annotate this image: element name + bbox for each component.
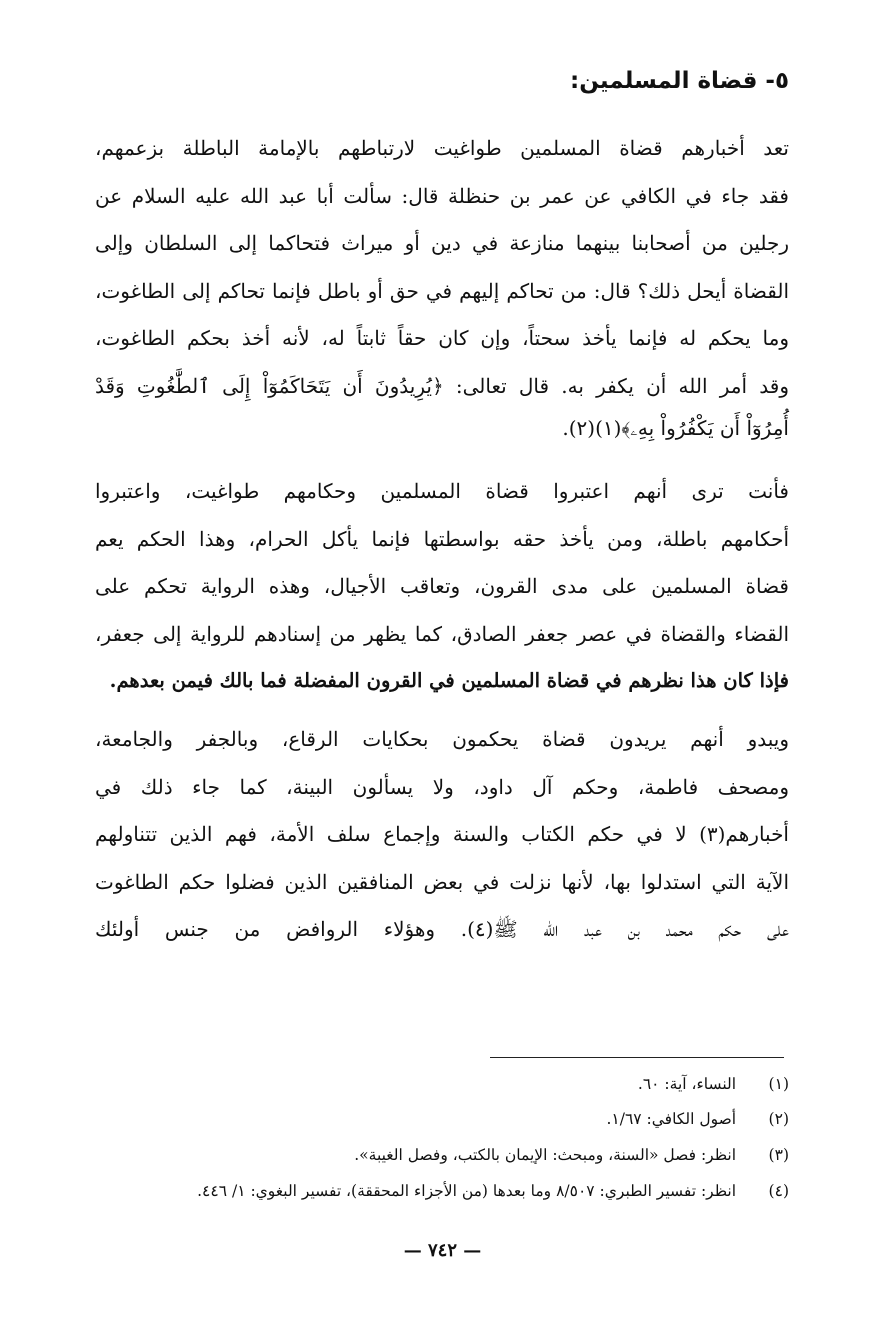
footnote-text: انظر: تفسير الطبري: ٨/٥٠٧ وما بعدها (من الأجزاء المحققة)، تفسير البغوي: ١/ ٤٤٦. xyxy=(197,1182,737,1200)
section-heading: ٥- قضاة المسلمين: xyxy=(570,68,789,94)
body-line: وقد أمر الله أن يكفر به. قال تعالى: ﴿يُرِيدُونَ أَن يَتَحَاكَمُوٓاْ إِلَى ٱلطَّٰغُوتِ وَقَدْ xyxy=(95,374,789,398)
body-line: ومصحف فاطمة، وحكم آل داود، ولا يسألون البينة، كما جاء ذلك في xyxy=(95,775,789,799)
body-line: أُمِرُوٓاْ أَن يَكْفُرُواْ بِهِۦ﴾(١)(٢). xyxy=(562,416,789,440)
footnote-number: (٣) xyxy=(768,1146,789,1164)
body-line: تعد أخبارهم قضاة المسلمين طواغيت لارتباطهم بالإمامة الباطلة بزعمهم، xyxy=(95,136,789,160)
body-line: أخبارهم(٣) لا في حكم الكتاب والسنة وإجماع سلف الأمة، فهم الذين تتناولهم xyxy=(95,822,789,846)
body-line: ويبدو أنهم يريدون قضاة يحكمون بحكايات الرقاع، وبالجفر والجامعة، xyxy=(95,727,789,751)
body-line: فقد جاء في الكافي عن عمر بن حنظلة قال: سألت أبا عبد الله عليه السلام عن xyxy=(95,184,789,208)
body-line: القضاة أيحل ذلك؟ قال: من تحاكم إليهم في حق أو باطل فإنما تحاكم إلى الطاغوت، xyxy=(95,279,789,303)
body-line: فإذا كان هذا نظرهم في قضاة المسلمين في القرون المفضلة فما بالك فيمن بعدهم. xyxy=(109,669,789,692)
body-line: فأنت ترى أنهم اعتبروا قضاة المسلمين وحكامهم طواغيت، واعتبروا xyxy=(95,479,789,503)
footnote-number: (٢) xyxy=(768,1110,789,1128)
footnote-text: انظر: فصل «السنة، ومبحث: الإيمان بالكتب، وفصل الغيبة». xyxy=(354,1146,737,1164)
footnote xyxy=(638,1073,789,1095)
footnote-number: (١) xyxy=(768,1075,789,1093)
body-line: أحكامهم باطلة، ومن يأخذ حقه بواسطتها فإنما يأكل الحرام، وهذا الحكم يعم xyxy=(95,527,789,551)
page-number: — ٧٤٢ — xyxy=(403,1240,482,1261)
footnote xyxy=(606,1108,789,1130)
footnote-text: أصول الكافي: ١/٦٧. xyxy=(606,1110,737,1128)
footnote-text: النساء، آية: ٦٠. xyxy=(637,1075,737,1093)
footnote xyxy=(197,1180,789,1202)
footnote-number: (٤) xyxy=(768,1182,789,1200)
body-line: الآية التي استدلوا بها، لأنها نزلت في بعض المنافقين الذين فضلوا حكم الطاغوت xyxy=(95,870,789,894)
body-line: على حكم محمد بن عبد الله ﷺ(٤). وهؤلاء الروافض من جنس أولئك xyxy=(95,917,789,941)
body-line: قضاة المسلمين على مدى القرون، وتعاقب الأجيال، وهذه الرواية تحكم على xyxy=(95,574,789,598)
body-line: رجلين من أصحابنا بينهما منازعة في دين أو ميراث فتحاكما إلى السلطان وإلى xyxy=(95,231,789,255)
body-line: وما يحكم له فإنما يأخذ سحتاً، وإن كان حقاً ثابتاً له، لأنه أخذ بحكم الطاغوت، xyxy=(95,326,789,350)
footnote-separator xyxy=(490,1057,784,1058)
body-line: القضاء والقضاة في عصر جعفر الصادق، كما يظهر من إسنادهم للرواية إلى جعفر، xyxy=(95,622,789,646)
footnote xyxy=(354,1144,789,1166)
